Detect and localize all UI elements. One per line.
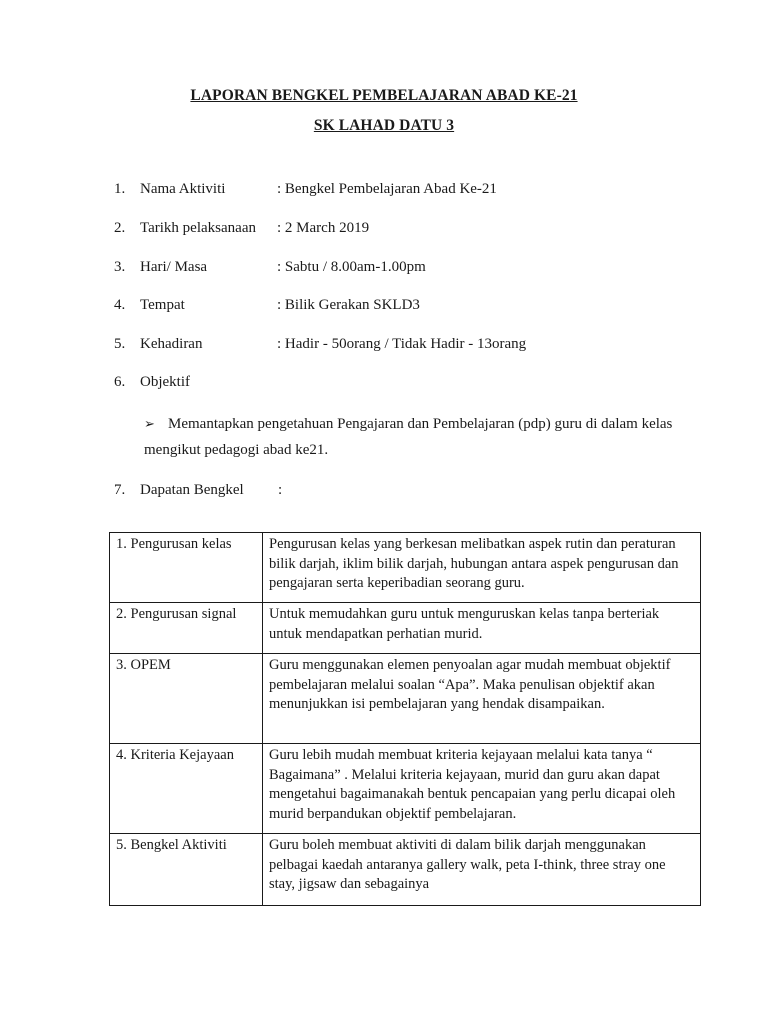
item-label: Hari/ Masa: [140, 259, 208, 275]
objective-text: Memantapkan pengetahuan Pengajaran dan Pembelajaran (pdp) guru di dalam kelas mengikut pedagogi abad ke21.: [144, 416, 673, 458]
item-number: 5.: [114, 336, 126, 352]
item-value: : 2 March 2019: [277, 220, 370, 236]
topic-cell: 5. Bengkel Aktiviti: [110, 834, 263, 906]
item-number: 7.: [114, 482, 126, 498]
item-number: 6.: [114, 374, 126, 390]
table-row: [110, 654, 701, 744]
item-value: : Bilik Gerakan SKLD3: [277, 297, 420, 313]
table-row: [110, 603, 701, 654]
table-row: [110, 834, 701, 906]
topic-cell: 2. Pengurusan signal: [110, 603, 263, 654]
report-title: LAPORAN BENGKEL PEMBELAJARAN ABAD KE-21: [190, 87, 578, 104]
findings-table: [109, 532, 701, 906]
item-label: Nama Aktiviti: [140, 181, 226, 197]
item-value: :: [278, 482, 283, 498]
topic-cell: 3. OPEM: [110, 654, 263, 744]
item-value: : Hadir - 50orang / Tidak Hadir - 13orang: [277, 336, 527, 352]
description-cell: Guru boleh membuat aktiviti di dalam bilik darjah menggunakan pelbagai kaedah antaranya gallery walk, peta I-think, three stray one stay, jigsaw dan sebagainya: [263, 834, 701, 906]
table-row: [110, 533, 701, 603]
item-label: Objektif: [140, 374, 190, 390]
item-number: 2.: [114, 220, 126, 236]
description-cell: Pengurusan kelas yang berkesan melibatkan aspek rutin dan peraturan bilik darjah, iklim bilik darjah, hubungan antara aspek pengurusan dan pengajaran serta keperibadian seorang guru.: [263, 533, 701, 603]
item-number: 3.: [114, 259, 126, 275]
topic-cell: 1. Pengurusan kelas: [110, 533, 263, 603]
item-label: Kehadiran: [140, 336, 203, 352]
item-number: 1.: [114, 181, 126, 197]
description-cell: Guru menggunakan elemen penyoalan agar mudah membuat objektif pembelajaran melalui soalan “Apa”. Maka penulisan objektif akan menunjukkan isi pembelajaran yang hendak disampaikan.: [263, 654, 701, 744]
table-row: [110, 744, 701, 834]
topic-cell: 4. Kriteria Kejayaan: [110, 744, 263, 834]
description-cell: Untuk memudahkan guru untuk menguruskan kelas tanpa berteriak untuk mendapatkan perhatian murid.: [263, 603, 701, 654]
item-value: : Sabtu / 8.00am-1.00pm: [277, 259, 426, 275]
item-label: Dapatan Bengkel: [140, 482, 244, 498]
item-label: Tempat: [140, 297, 185, 313]
school-name: SK LAHAD DATU 3: [313, 117, 455, 134]
item-number: 4.: [114, 297, 126, 313]
description-cell: Guru lebih mudah membuat kriteria kejayaan melalui kata tanya “ Bagaimana” . Melalui kriteria kejayaan, murid dan guru akan dapat mengetahui bagaimanakah bentuk pencapaian yang perlu dicapai oleh murid berpandukan objektif pembelajaran.: [263, 744, 701, 834]
item-label: Tarikh pelaksanaan: [140, 220, 256, 236]
objective-bullet: [144, 411, 714, 463]
item-value: : Bengkel Pembelajaran Abad Ke-21: [277, 181, 497, 197]
arrow-bullet-icon: ➢: [144, 416, 155, 431]
